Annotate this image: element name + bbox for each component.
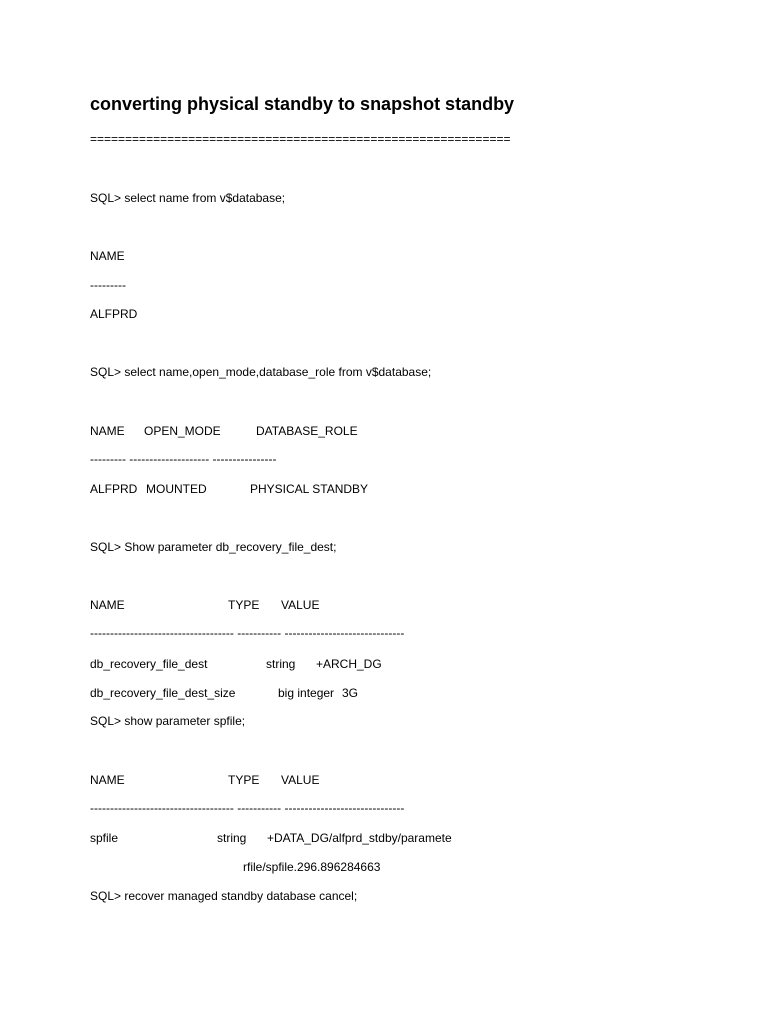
q2-row-open-mode: MOUNTED [146,482,207,496]
q2-dash: --------- -------------------- ---------------- [90,452,277,466]
q1-value: ALFPRD [90,307,138,321]
sql-query-3: SQL> Show parameter db_recovery_file_dest; [90,540,337,554]
q3-dash: ------------------------------------ ----------- ------------------------------ [90,626,405,640]
q1-header-name: NAME [90,249,125,263]
sql-query-5: SQL> recover managed standby database cancel; [90,889,358,903]
q3-row-2-value: 3G [342,686,359,700]
q4-header-type: TYPE [228,773,260,787]
q3-header-value: VALUE [281,598,320,612]
q1-dash: --------- [90,278,126,292]
separator-line: ============================================================ [90,132,511,146]
q4-dash: ------------------------------------ ----------- ------------------------------ [90,801,405,815]
q3-row-2-name: db_recovery_file_dest_size [90,686,236,700]
sql-query-1: SQL> select name from v$database; [90,191,286,205]
q3-row-1-name: db_recovery_file_dest [90,657,208,671]
q3-header-name: NAME [90,598,125,612]
q3-row-1-value: +ARCH_DG [316,657,382,671]
q2-header-name: NAME [90,424,125,438]
sql-query-4: SQL> show parameter spfile; [90,714,246,728]
q3-row-1-type: string [266,657,296,671]
q3-row-2-type: big integer [278,686,335,700]
doc-title: converting physical standby to snapshot standby [90,94,515,114]
q2-header-database-role: DATABASE_ROLE [256,424,358,438]
q3-header-type: TYPE [228,598,260,612]
q4-header-name: NAME [90,773,125,787]
q4-row-value-continued: rfile/spfile.296.896284663 [243,860,381,874]
q4-header-value: VALUE [281,773,320,787]
q2-header-open-mode: OPEN_MODE [144,424,221,438]
q4-row-value: +DATA_DG/alfprd_stdby/paramete [267,831,452,845]
q2-row-name: ALFPRD [90,482,138,496]
q4-row-type: string [217,831,247,845]
q2-row-database-role: PHYSICAL STANDBY [250,482,369,496]
sql-query-2: SQL> select name,open_mode,database_role from v$database; [90,365,432,379]
q4-row-name: spfile [90,831,119,845]
